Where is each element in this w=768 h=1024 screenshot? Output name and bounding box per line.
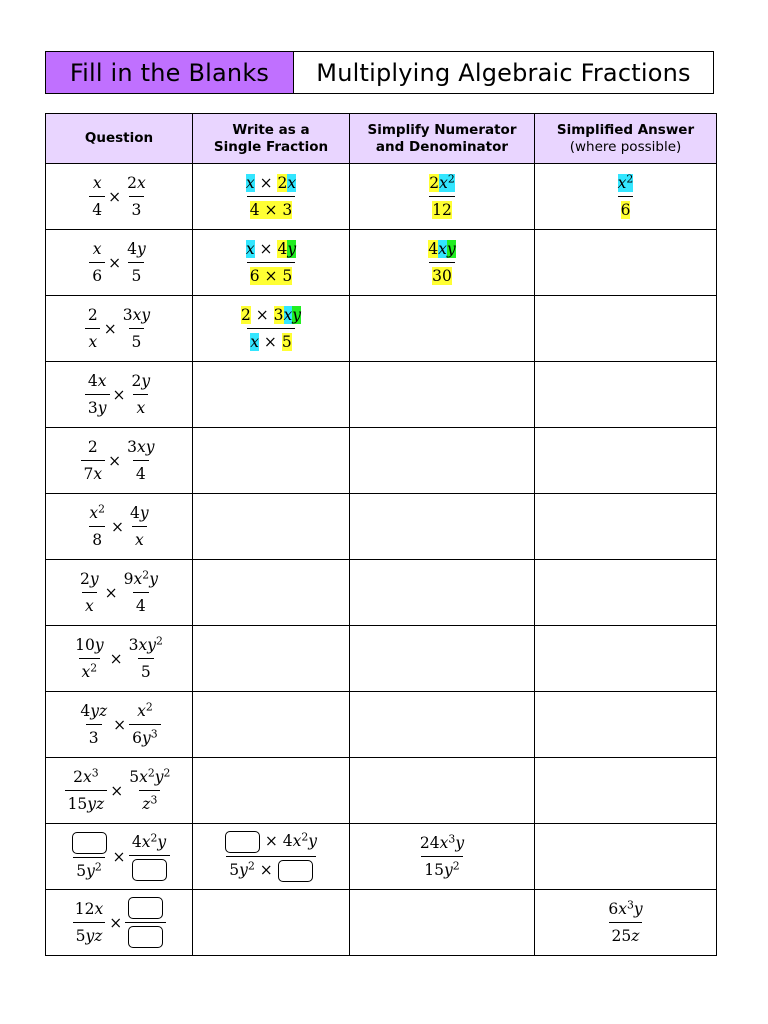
simplified-cell[interactable] <box>350 362 535 428</box>
simplified-cell[interactable]: $\frac{2x^2}{12}$ <box>350 164 535 230</box>
answer-cell[interactable] <box>535 692 717 758</box>
simplified-cell[interactable] <box>350 758 535 824</box>
answer-cell[interactable]: $\frac{x^2}{6}$ <box>535 164 717 230</box>
question-cell: $\frac{x}{6}$ × $\frac{4y}{5}$ <box>46 230 193 296</box>
table-row <box>46 626 717 692</box>
simplified-cell[interactable] <box>350 428 535 494</box>
table-row <box>46 824 717 890</box>
answer-cell[interactable] <box>535 296 717 362</box>
table-row <box>46 362 717 428</box>
table-row <box>46 890 717 956</box>
single-fraction-cell[interactable]: $\frac{2 \times 3xy}{x \times 5}$ <box>193 296 350 362</box>
worksheet-table <box>45 113 717 956</box>
simplified-cell[interactable] <box>350 890 535 956</box>
question-cell: $\frac{4yz}{3}$ × $\frac{x^2}{6y^3}$ <box>46 692 193 758</box>
table-row <box>46 560 717 626</box>
simplified-cell[interactable] <box>350 494 535 560</box>
column-header-question: Question <box>46 114 193 164</box>
answer-cell[interactable] <box>535 560 717 626</box>
single-fraction-cell[interactable] <box>193 494 350 560</box>
single-fraction-cell[interactable]: $\frac{x \times 4y}{6 \times 5}$ <box>193 230 350 296</box>
question-cell: $\frac{2y}{x}$ × $\frac{9x^2y}{4}$ <box>46 560 193 626</box>
simplified-cell[interactable] <box>350 626 535 692</box>
blank-box[interactable] <box>128 897 163 919</box>
question-cell: $5y^2$ × $4x^2y$ <box>46 824 193 890</box>
question-cell: $\frac{2x^3}{15yz}$ × $\frac{5x^2y^2}{z^3}$ <box>46 758 193 824</box>
table-row <box>46 164 717 230</box>
single-fraction-cell[interactable]: $\frac{\times 4x^2y}{5y^2 \times}$ <box>193 824 350 890</box>
table-row <box>46 296 717 362</box>
answer-cell[interactable] <box>535 230 717 296</box>
question-cell: $\frac{10y}{x^2}$ × $\frac{3xy^2}{5}$ <box>46 626 193 692</box>
table-row <box>46 230 717 296</box>
simplified-cell[interactable] <box>350 692 535 758</box>
blank-box[interactable] <box>132 859 167 881</box>
header-row <box>46 114 717 164</box>
single-fraction-cell[interactable] <box>193 560 350 626</box>
column-header-answer: Simplified Answer (where possible) <box>535 114 717 164</box>
single-fraction-cell[interactable] <box>193 758 350 824</box>
single-fraction-cell[interactable] <box>193 692 350 758</box>
answer-cell[interactable] <box>535 758 717 824</box>
question-cell: $\frac{12x}{5yz}$ × <box>46 890 193 956</box>
table-row <box>46 428 717 494</box>
column-header-single-fraction: Write as a Single Fraction <box>193 114 350 164</box>
answer-cell[interactable] <box>535 362 717 428</box>
answer-cell[interactable] <box>535 428 717 494</box>
blank-box[interactable] <box>278 860 313 882</box>
single-fraction-cell[interactable] <box>193 362 350 428</box>
worksheet-type-label: Fill in the Blanks <box>46 52 294 93</box>
single-fraction-cell[interactable] <box>193 890 350 956</box>
table-row <box>46 494 717 560</box>
answer-cell[interactable]: $\frac{6x^3y}{25z}$ <box>535 890 717 956</box>
blank-box[interactable] <box>225 831 260 853</box>
single-fraction-cell[interactable] <box>193 626 350 692</box>
answer-cell[interactable] <box>535 824 717 890</box>
single-fraction-cell[interactable] <box>193 428 350 494</box>
answer-cell[interactable] <box>535 626 717 692</box>
simplified-cell[interactable]: $\frac{24x^3y}{15y^2}$ <box>350 824 535 890</box>
blank-box[interactable] <box>128 926 163 948</box>
table-row <box>46 692 717 758</box>
blank-box[interactable] <box>72 832 107 854</box>
title-bar <box>45 51 714 94</box>
answer-cell[interactable] <box>535 494 717 560</box>
worksheet-title: Multiplying Algebraic Fractions <box>316 58 691 87</box>
simplified-cell[interactable] <box>350 560 535 626</box>
single-fraction-cell[interactable]: $\frac{x \times 2x}{4 \times 3}$ <box>193 164 350 230</box>
question-cell: $\frac{x^2}{8}$ × $\frac{4y}{x}$ <box>46 494 193 560</box>
question-cell: $\frac{2}{7x}$ × $\frac{3xy}{4}$ <box>46 428 193 494</box>
question-cell: $\frac{2}{x}$ × $\frac{3xy}{5}$ <box>46 296 193 362</box>
column-header-simplify: Simplify Numerator and Denominator <box>350 114 535 164</box>
simplified-cell[interactable]: $\frac{4xy}{30}$ <box>350 230 535 296</box>
question-cell: $\frac{x}{4}$ × $\frac{2x}{3}$ <box>46 164 193 230</box>
simplified-cell[interactable] <box>350 296 535 362</box>
table-row <box>46 758 717 824</box>
question-cell: $\frac{4x}{3y}$ × $\frac{2y}{x}$ <box>46 362 193 428</box>
